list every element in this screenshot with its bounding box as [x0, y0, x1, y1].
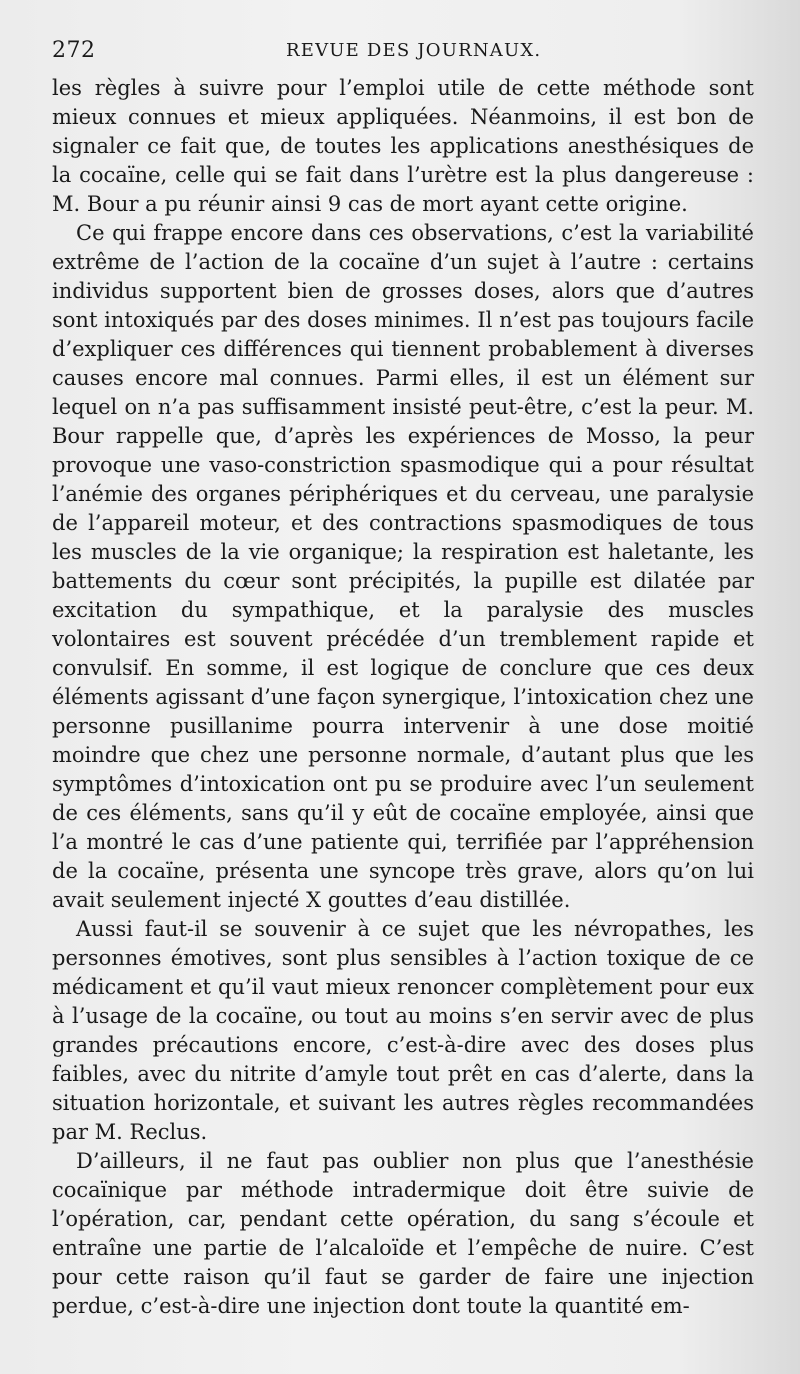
journal-title: REVUE DES JOURNAUX. [286, 40, 542, 61]
paragraph-variability: Ce qui frappe encore dans ces observations, c’est la variabilité extrême de l’action de la cocaïne d’un sujet à l’autre : certains individus supportent bien de grosses doses, alors que d’autres sont intoxiqués par des doses minimes. Il n’est pas toujours facile d’expliquer ces différences qui tiennent probablement à diverses causes encore mal connues. Parmi elles, il est un élément sur lequel on n’a pas suffisamment insisté peut-être, c’est la peur. M. Bour rappelle que, d’après les expériences de Mosso, la peur provoque une vaso-constriction spasmodique qui a pour résultat l’anémie des organes périphériques et du cerveau, une paralysie de l’appareil moteur, et des contractions spasmodiques de tous les muscles de la vie organique; la respiration est haletante, les battements du cœur sont précipités, la pupille est dilatée par excitation du sympathique, et la paralysie des muscles volontaires est souvent précédée d’un tremblement rapide et convulsif. En somme, il est logique de conclure que ces deux éléments agissant d’une façon synergique, l’intoxication chez une personne pusillanime pourra intervenir à une dose moitié moindre que chez une personne normale, d’autant plus que les symptômes d’intoxication ont pu se produire avec l’un seulement de ces éléments, sans qu’il y eût de cocaïne employée, ainsi que l’a montré le cas d’une patiente qui, terrifiée par l’appréhension de la cocaïne, présenta une syncope très grave, alors qu’on lui avait seulement injecté X gouttes d’eau distillée. [52, 221, 754, 912]
running-head [52, 34, 754, 70]
paragraph-intradermal: D’ailleurs, il ne faut pas oublier non plus que l’anesthésie cocaïnique par méthode intradermique doit être suivie de l’opération, car, pendant cette opération, du sang s’écoule et entraîne une partie de l’alcaloïde et l’empêche de nuire. C’est pour cette raison qu’il faut se garder de faire une injection perdue, c’est-à-dire une injection dont toute la quantité em- [52, 1149, 754, 1318]
paragraph-neuropaths: Aussi faut-il se souvenir à ce sujet que les névropathes, les personnes émotives, sont plus sensibles à l’action toxique de ce médicament et qu’il vaut mieux renoncer complètement pour eux à l’usage de la cocaïne, ou tout au moins s’en servir avec de plus grandes précautions encore, c’est-à-dire avec des doses plus faibles, avec du nitrite d’amyle tout prêt en cas d’alerte, dans la situation horizontale, et suivant les autres règles recommandées par M. Reclus. [52, 917, 754, 1144]
page-number: 272 [52, 38, 96, 63]
body-text [52, 74, 754, 1321]
paragraph-continuation: les règles à suivre pour l’emploi utile de cette méthode sont mieux connues et mieux appliquées. Néanmoins, il est bon de signaler ce fait que, de toutes les applications anesthésiques de la cocaïne, celle qui se fait dans l’urètre est la plus dangereuse : M. Bour a pu réunir ainsi 9 cas de mort ayant cette origine. [52, 76, 754, 216]
